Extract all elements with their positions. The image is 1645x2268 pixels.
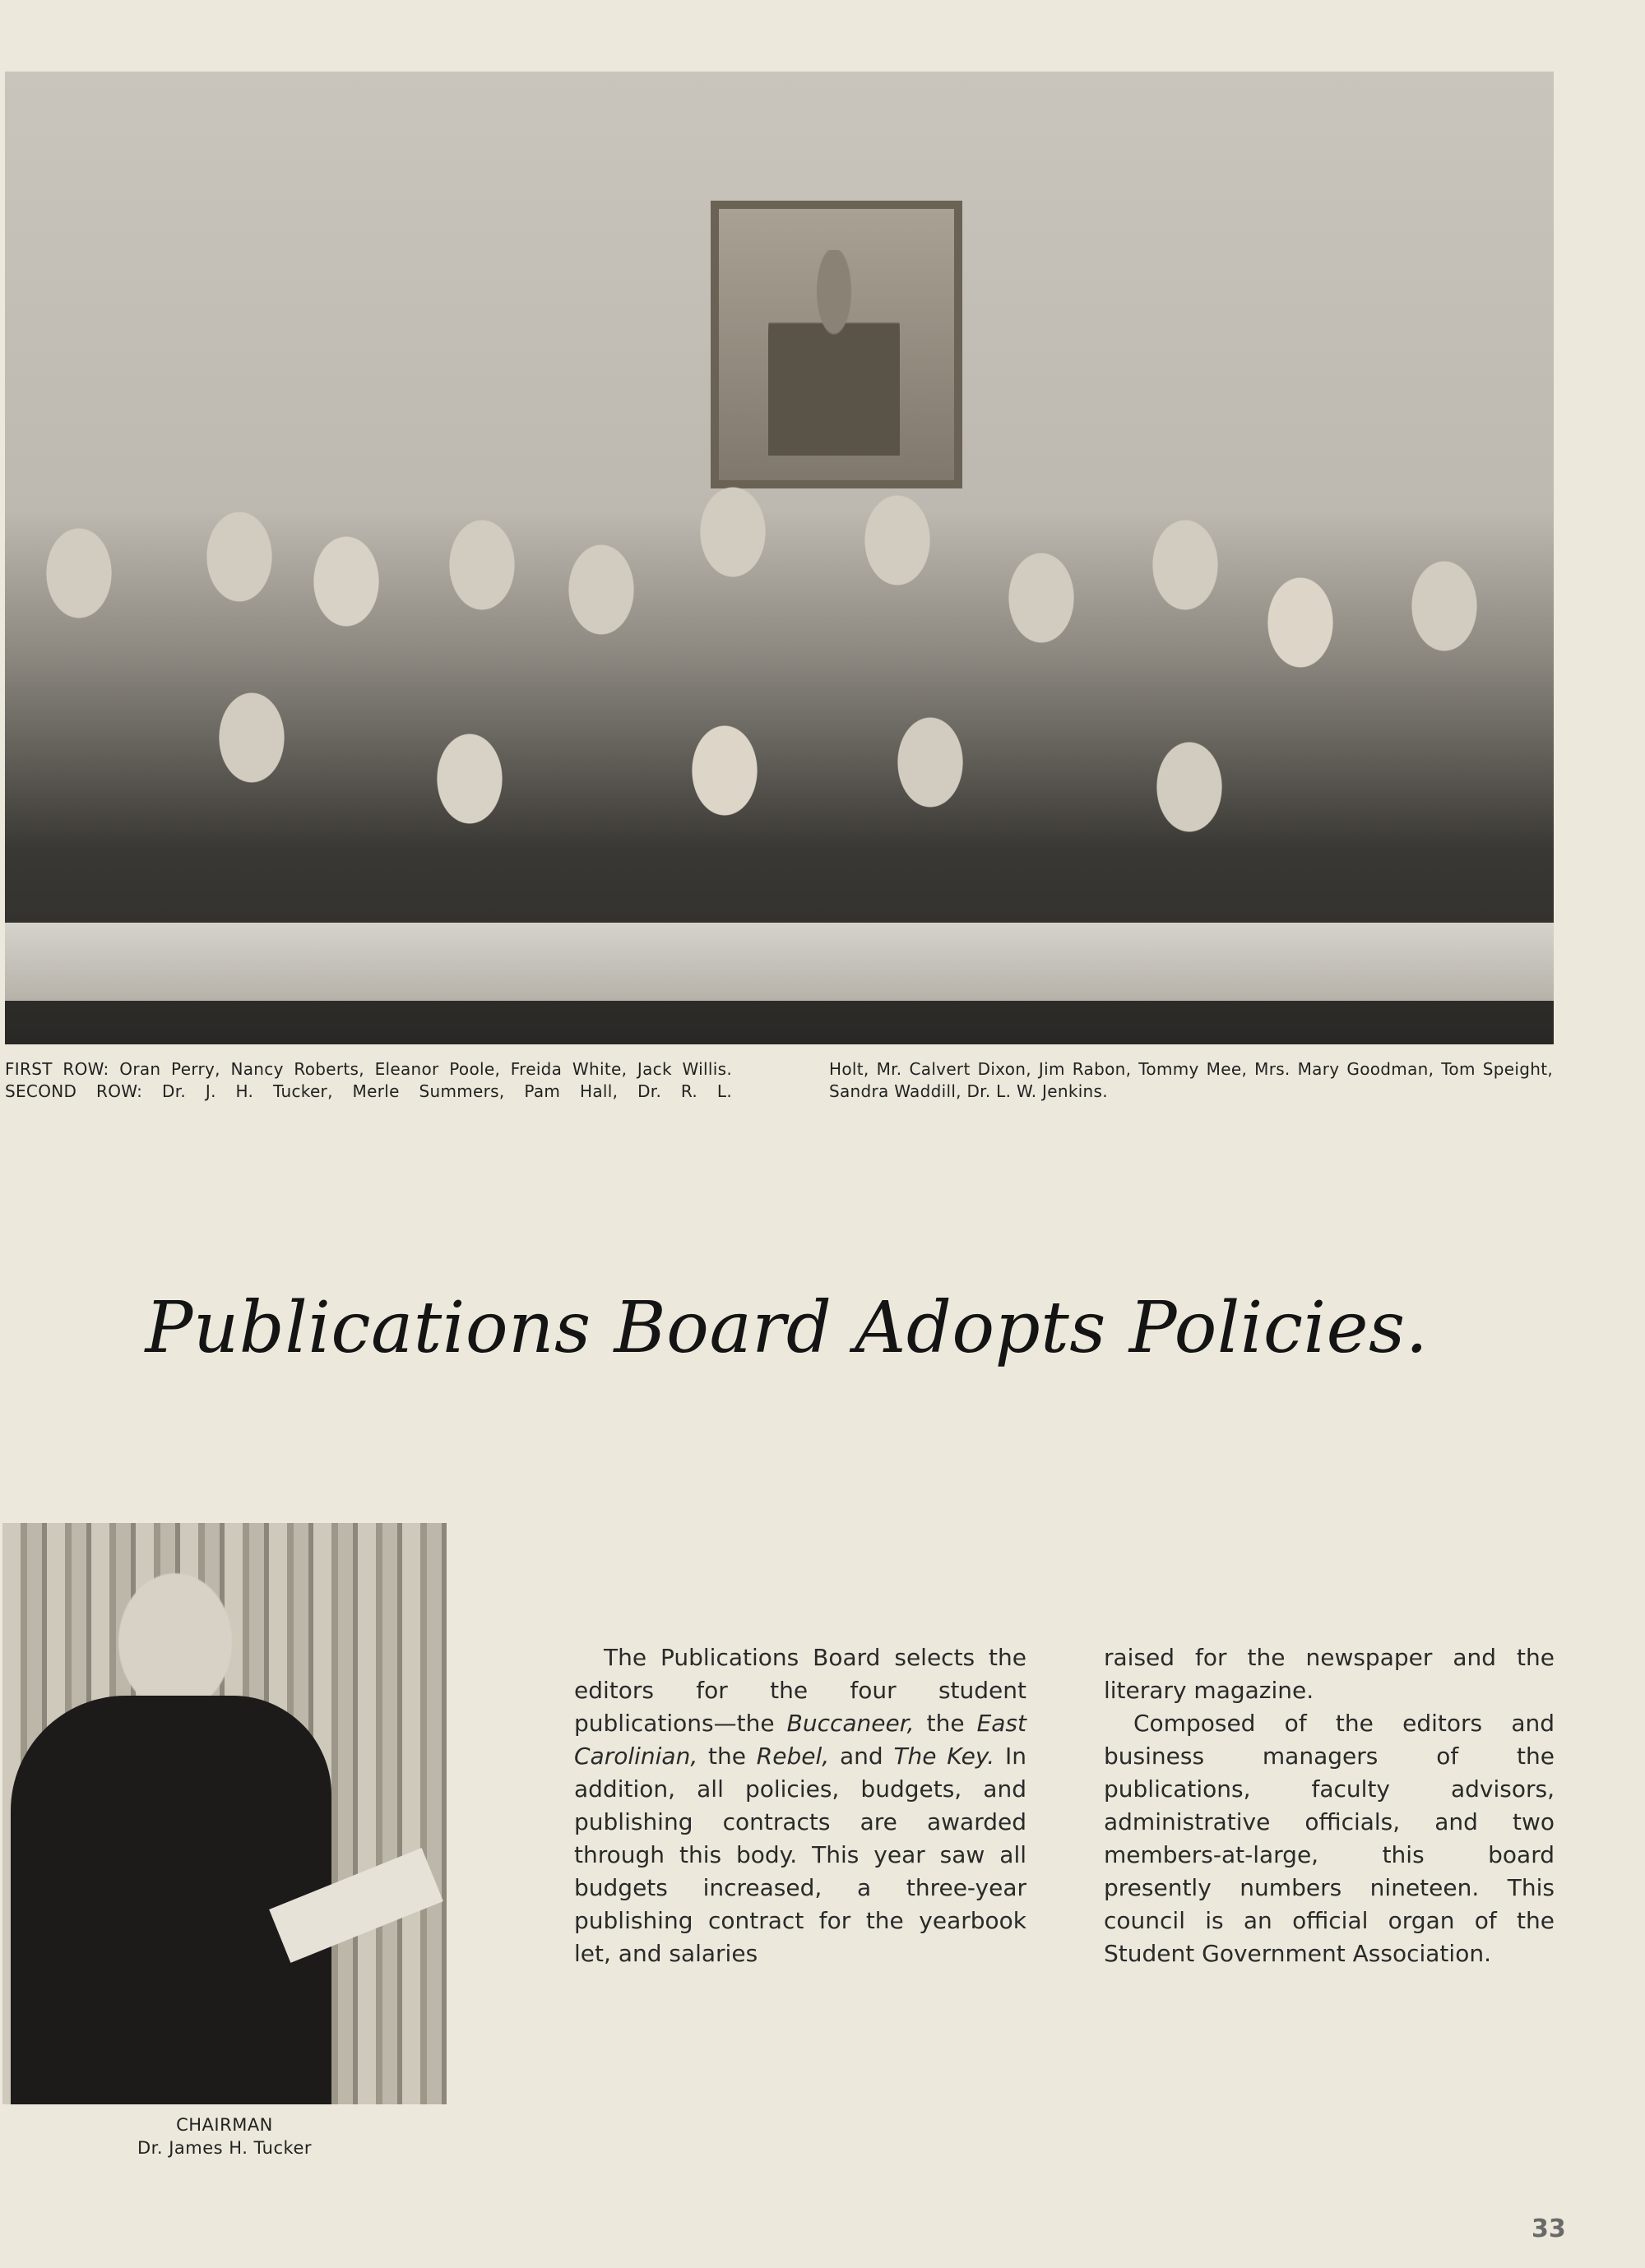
article-text: The Publications Board selects the editors for the four student publications—the (574, 1644, 1026, 1737)
publication-buccaneer: Buccaneer, (786, 1710, 915, 1737)
publication-east-carolinian: East Carolinian, (574, 1710, 1026, 1770)
conference-table (5, 923, 1554, 1001)
headline: Publications Board Adopts Policies. (145, 1287, 1429, 1369)
article-column-1 (574, 1641, 1026, 1970)
page-number: 33 (1531, 2215, 1566, 2243)
group-photo (5, 72, 1554, 1044)
chairman-figure (11, 1696, 331, 2104)
group-photo-caption-left: FIRST ROW: Oran Perry, Nancy Roberts, Eleanor Poole, Freida White, Jack Willis. SECOND ROW: Dr. J. H. Tucker, Merle Summers, Pam Hall, Dr. R. L. (5, 1059, 732, 1101)
article-text: In addition, all policies, budgets, and publishing contracts are awarded through this body. This year saw all budgets increased, a three-year publishing contract for the yearbook let, and salaries (574, 1743, 1026, 1967)
wall-portrait-painting (711, 201, 962, 488)
article-text: the (914, 1710, 977, 1737)
chairman-caption (2, 2113, 447, 2159)
article-text: the (697, 1743, 757, 1770)
board-members-figures (5, 458, 1554, 919)
publication-the-key: The Key. (893, 1743, 995, 1770)
article-paragraph-2: Composed of the editors and business managers of the publications, faculty advisors, administrative officials, and two members-at-large, this board presently numbers nineteen. This council is an official organ of the Student Government Association. (1104, 1710, 1555, 1967)
article-paragraph-1 (574, 1641, 1026, 1970)
chairman-name: Dr. James H. Tucker (137, 2138, 312, 2158)
article-paragraph-1-continued: raised for the newspaper and the literary magazine. (1104, 1644, 1555, 1704)
article-text: and (829, 1743, 894, 1770)
group-photo-caption-right: Holt, Mr. Calvert Dixon, Jim Rabon, Tommy Mee, Mrs. Mary Goodman, Tom Speight, Sandra Waddill, Dr. L. W. Jenkins. (829, 1059, 1553, 1101)
article-column-2 (1104, 1641, 1555, 1970)
chairman-photo (2, 1523, 447, 2104)
chairman-title: CHAIRMAN (176, 2115, 273, 2135)
publication-rebel: Rebel, (756, 1743, 830, 1770)
